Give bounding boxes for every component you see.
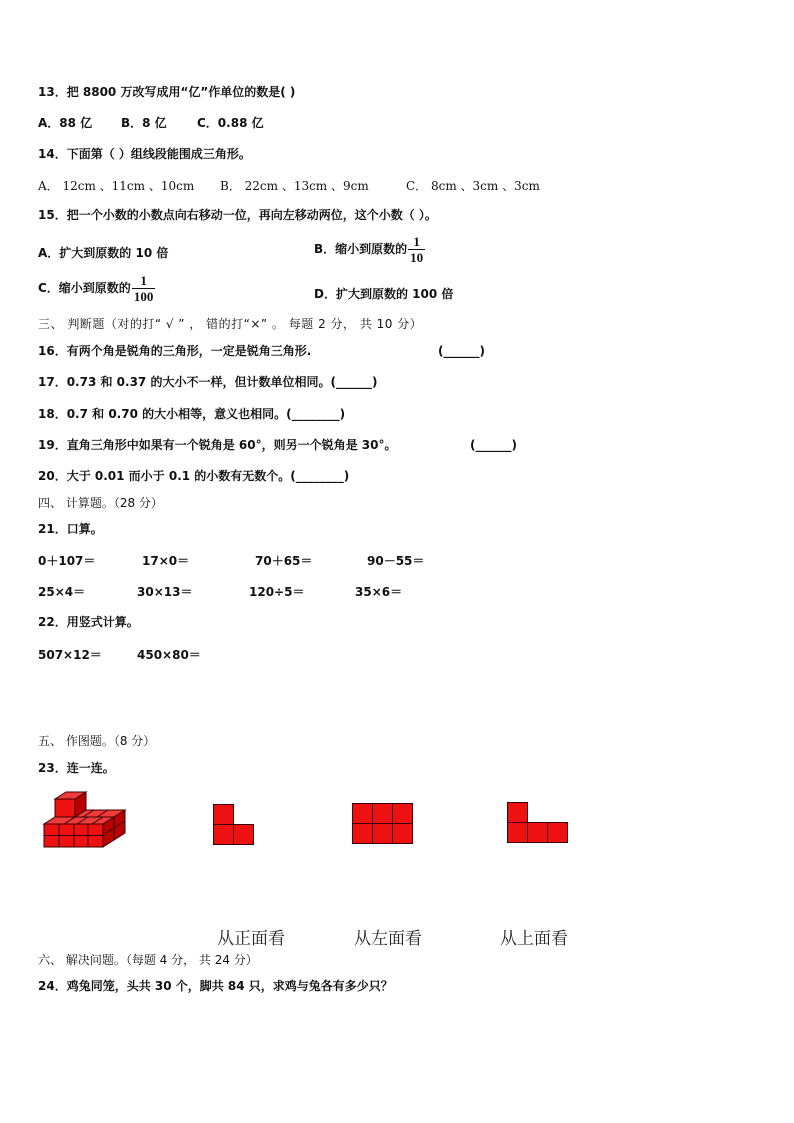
q15-option-c — [38, 273, 155, 304]
q13-stem: 13．把 8800 万改写成用“亿”作单位的数是( ) — [38, 85, 296, 99]
view-shape-l — [213, 804, 255, 846]
q15-option-b-text: B．缩小到原数的 — [314, 242, 408, 256]
q14-option-c: C． 8cm 、3cm 、3cm — [406, 179, 540, 193]
fraction-denominator: 10 — [410, 250, 424, 265]
judgement-17-text: 17．0.73 和 0.37 的大小不一样，但计数单位相同。 — [38, 375, 331, 389]
section4-heading: 四、 计算题。（28 分） — [38, 496, 163, 510]
calc-item: 30×13＝ — [137, 585, 193, 599]
view-label-front: 从正面看 — [217, 929, 285, 949]
fraction-numerator: 1 — [140, 273, 147, 288]
q13-option-a: A．88 亿 — [38, 116, 93, 130]
q14-stem: 14．下面第（ ）组线段能围成三角形。 — [38, 147, 251, 161]
vertical-calc-item: 507×12＝ — [38, 648, 102, 662]
calc-item: 90－55＝ — [367, 554, 425, 568]
fraction-one-tenth — [408, 234, 425, 265]
judgement-16: 16．有两个角是锐角的三角形，一定是锐角三角形. — [38, 344, 312, 358]
view-label-top: 从上面看 — [500, 929, 568, 949]
q13-option-b: B．8 亿 — [121, 116, 167, 130]
fraction-denominator: 100 — [133, 289, 154, 304]
calc-item: 120÷5＝ — [249, 585, 305, 599]
cube-solid-3d — [44, 790, 130, 854]
view-label-left: 从左面看 — [354, 929, 422, 949]
judgement-17-blank[interactable]: (______) — [330, 375, 378, 389]
judgement-20-text: 20．大于 0.01 而小于 0.1 的小数有无数个。 — [38, 469, 291, 483]
calc-item: 0＋107＝ — [38, 554, 96, 568]
q15-stem: 15．把一个小数的小数点向右移动一位，再向左移动两位，这个小数（ ）。 — [38, 208, 437, 222]
q24-text: 24．鸡兔同笼，头共 30 个，脚共 84 只，求鸡与兔各有多少只？ — [38, 979, 393, 993]
q23-title: 23．连一连。 — [38, 761, 115, 775]
judgement-20-blank[interactable]: (________) — [290, 469, 350, 483]
calc-item: 17×0＝ — [142, 554, 190, 568]
judgement-19: 19．直角三角形中如果有一个锐角是 60°，则另一个锐角是 30°。 — [38, 438, 397, 452]
q15-option-b — [314, 234, 425, 265]
section6-heading: 六、 解决问题。（每题 4 分， 共 24 分） — [38, 953, 258, 967]
view-shape-long-l — [507, 802, 569, 844]
q14-option-a: A． 12cm 、11cm 、10cm — [38, 179, 195, 193]
section3-heading: 三、 判断题（对的打“ √ ” ， 错的打“×” 。 每题 2 分， 共 10 分） — [38, 317, 423, 331]
fraction-numerator: 1 — [413, 234, 420, 249]
calc-item: 70＋65＝ — [255, 554, 313, 568]
judgement-18-blank[interactable]: (________) — [286, 407, 346, 421]
q14-option-b: B． 22cm 、13cm 、9cm — [220, 179, 369, 193]
vertical-calc-item: 450×80＝ — [137, 648, 201, 662]
calc-item: 25×4＝ — [38, 585, 86, 599]
judgement-18 — [38, 406, 345, 422]
fraction-one-hundredth — [132, 273, 156, 304]
q15-option-d: D．扩大到原数的 100 倍 — [314, 287, 454, 301]
judgement-16-blank[interactable]: (______) — [438, 344, 485, 358]
q21-title: 21．口算。 — [38, 522, 103, 536]
judgement-19-blank[interactable]: (______) — [470, 438, 517, 452]
judgement-17 — [38, 374, 377, 390]
q15-option-c-text: C．缩小到原数的 — [38, 281, 131, 295]
q15-option-a: A．扩大到原数的 10 倍 — [38, 246, 169, 260]
judgement-20 — [38, 468, 349, 484]
view-shape-rectangle — [352, 803, 414, 845]
calc-item: 35×6＝ — [355, 585, 403, 599]
section5-heading: 五、 作图题。（8 分） — [38, 734, 156, 748]
judgement-18-text: 18．0.7 和 0.70 的大小相等，意义也相同。 — [38, 407, 287, 421]
q13-option-c: C．0.88 亿 — [197, 116, 264, 130]
q22-title: 22．用竖式计算。 — [38, 615, 139, 629]
